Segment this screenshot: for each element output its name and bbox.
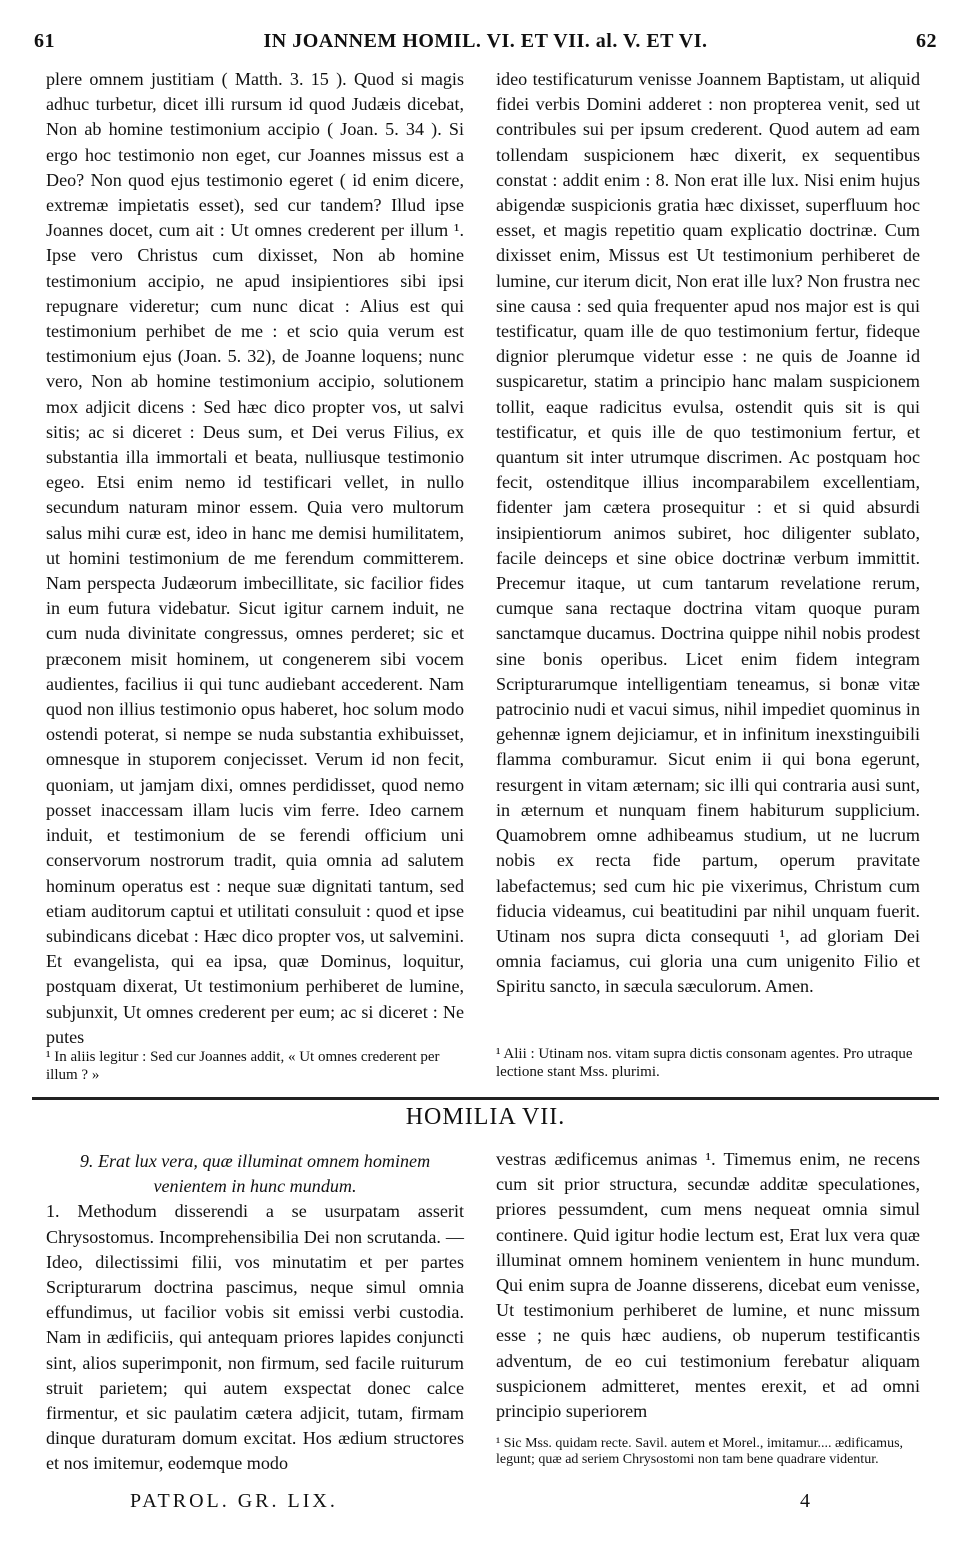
homily6-left-column (46, 67, 464, 1050)
homily7-right-footnote: ¹ Sic Mss. quidam recte. Savil. autem et Morel., imitamur.... ædificamus, legunt; quæ ad seriem Chrysostomi non tam bene quadrare videntur. (496, 1436, 904, 1467)
running-header (30, 30, 941, 60)
homily6-right-text: ideo testificaturum venisse Joannem Baptistam, ut aliquid fidei verbis Domini adderet : non propterea venit, sed ut contribules sui per ipsum crederent. Quod autem ad eam tollendam suspicionem hæc dixerit, ex sequentibus constat : addit enim : 8. Non erat ille lux. Nisi enim hujus abigendæ suspicionis gratia hæc dixisset, superfluum hoc esset, et magis repetitio quam explicatio doctrinæ. Cum dixisset enim, Missus est Ut testimonium perhiberet de lumine, cur iterum dicit, Non erat ille lux? Non frustra nec sine causa : sed quia frequenter apud nos major est is qui testificatur, quam ille de quo testimonium fertur, fideque dignior plerumque videtur esse : ne quis de Joanne id suspicaretur, statim a principio hanc malam suspicionem tollit, eaque radicitus evulsa, ostendit quis sit is qui testificatur, et quis ille de quo testimonium fertur, et quantum sit inter utrumque discrimen. Ac postquam hoc fecit, ostenditque illius incomparabilem excellentiam, fidenter jam cætera prosequitur : et si quid absurdi insipientiorum animos subiret, hoc diligenter sublato, facile deinceps et sine obice doctrinæ verbum immittit. Precemur itaque, ut cum tantarum revelatione rerum, cumque sana rectaque doctrina vitam quoque puram sanctamque ducamus. Doctrina quippe nihil nobis prodest sine bonis operibus. Licet enim fidem integram Scripturarumque intelligentiam teneamus, si bonæ vitæ patrocinio nudi et vacui simus, nihil impediet quominus in gehennæ ignem dejiciamur, et in infinitum inexstinguibili flamma comburamur. Sicut enim ii qui bona egerunt, resurgent in vitam æternam; sic illi qui contraria ausi sunt, in æternum et nunquam finem habiturum supplicium. Quamobrem omne adhibeamus studium, ut ne lucrum nobis ex recta fide partum, operum pravitate labefactemus; sed cum hic pie vixerimus, Christum cum fiducia videamus, cui beatitudini par nihil unquam fuerit. Utinam nos supra dicta consequuti ¹, ad gloriam Dei omnia faciamus, cui gloria una cum unigenito Filio et Spiritu sancto, in sæcula sæculorum. Amen. (496, 69, 920, 997)
signature-line: PATROL. GR. LIX. (130, 1490, 338, 1512)
homily7-verse: 9. Erat lux vera, quæ illuminat omnem hominem venientem in hunc mundum. (79, 1151, 431, 1197)
section-divider (32, 1097, 939, 1100)
running-title: IN JOANNEM HOMIL. VI. ET VII. al. V. ET VI. (263, 30, 708, 52)
homily7-left-text: 1. Methodum disserendi a se usurpatam asserit Chrysostomus. Incomprehensibilia Dei non scrutanda. — Ideo, dilectissimi filii, vos minutatim et per partes Scripturarum doctrina pascimus, neque simul omnia effundimus, ut facilior vobis sit emissi verbi custodia. Nam in ædificiis, qui antequam priores lapides conjuncti sint, alios superimponit, non firmum, sed facile ruiturum struit parietem; qui autem exspectat donec calce firmentur, et sic paulatim cætera adjicit, tutam, firmam dinque duraturam domum excitat. Hos ædium structores et nos imitemur, eodemque modo (46, 1201, 464, 1474)
homily7-heading: HOMILIA VII. (405, 1104, 566, 1130)
homily6-left-text: plere omnem justitiam ( Matth. 3. 15 ). Quod si magis adhuc turbetur, dicet illi rursum id quod Judæis dicebat, Non ab homine testimonium accipio ( Joan. 5. 34 ). Si ergo hoc testimonio non eget, cur Joannes missus est a Deo? Non quod ejus testimonio egeret ( id enim dicere, extremæ impietatis esset), sed cur tandem? Illud ipse Joannes docet, cum ait : Ut omnes crederent per illum ¹. Ipse vero Christus cum dixisset, Non ab homine testimonium accipio, ne apud insipientiores sibi ipsi repugnare videretur; cum nunc dicat : Alius est qui testimonium perhibet de me : et scio quia verum est testimonium ejus (Joan. 5. 32), de Joanne loquens; nunc vero, Non ab homine testimonium accipio, solutionem mox adjicit dicens : Sed hæc dico propter vos, ut salvi sitis; ac si diceret : Deus sum, et Dei verus Filius, ex substantia illa immortali et beata, nulliusque testimonio egeo. Etsi enim nemo id testificari vellet, in nullo secundum naturam minor essem. Quia vero multorum salus mihi curæ est, ideo in hanc me demisi humilitatem, ut homini testimonium de me ferendum committerem. Nam perspecta Judæorum imbecillitate, sic facilior fides in eum futura videbatur. Sicut igitur carnem induit, ne cum nuda divinitate congressus, omnes perderet; sic et præconem misit hominem, ut congenerem sibi vocem audientes, facilius ii qui tunc audiebant accederent. Nam quod non illius testimonio opus haberet, hoc solum modo ostendi poterat, si nempe se nuda substantia exhibuisset, omnesque in stuporem conjecisset. Verum id non fecit, quoniam, ut jamjam dixi, omnes perdidisset, quod nemo posset inaccessam illam lucis vim ferre. Ideo carnem induit, et testimonium de se ferendi officium uni conservorum nostrorum tradit, quia omnia ad salutem hominum operatus est : neque suæ dignitati tantum, sed etiam auditorum captui et utilitati consuluit : quod et ipse subindicans dicebat : Hæc dico propter vos, ut salvemini. Et evangelista, qui ea ipsa, quæ Dominus, loquitur, postquam dixerat, Ut testimonium perhiberet de lumine, subjunxit, Ut omnes crederent per eum; ac si diceret : Ne putes (46, 69, 464, 1047)
homily6-right-footnote: ¹ Alii : Utinam nos. vitam supra dictis consonam agentes. Pro utraque lectione stant Mss. plurimi. (496, 1046, 913, 1080)
homily7-right-column (496, 1147, 920, 1424)
page-number-left: 61 (34, 30, 55, 52)
homily7-right-text: vestras ædificemus animas ¹. Timemus enim, ne recens cum sit prior structura, secundæ additæ speculationes, priores pessumdent, cum mens nequeat omnia simul continere. Quid igitur hodie lectum est, Erat lux vera quæ illuminat omnem hominem venientem in hunc mundum. Qui enim supra de Joanne disserens, dicebat eum venisse, Ut testimonium perhiberet de lumine, et nunc missum esse ; ne quis hæc audiens, ob nuperum testificantis adventum, de eo cui testimonium ferebatur aliquam suspicionem admitteret, mentes erexit, et ad omni principio superiorem (496, 1149, 920, 1422)
page-number-right: 62 (916, 30, 937, 52)
homily6-right-column (496, 67, 920, 1000)
signature-mark: 4 (800, 1490, 810, 1512)
homily6-left-footnote: ¹ In aliis legitur : Sed cur Joannes addit, « Ut omnes crederent per illum ? » (46, 1049, 440, 1083)
homily7-left-column (46, 1149, 464, 1477)
